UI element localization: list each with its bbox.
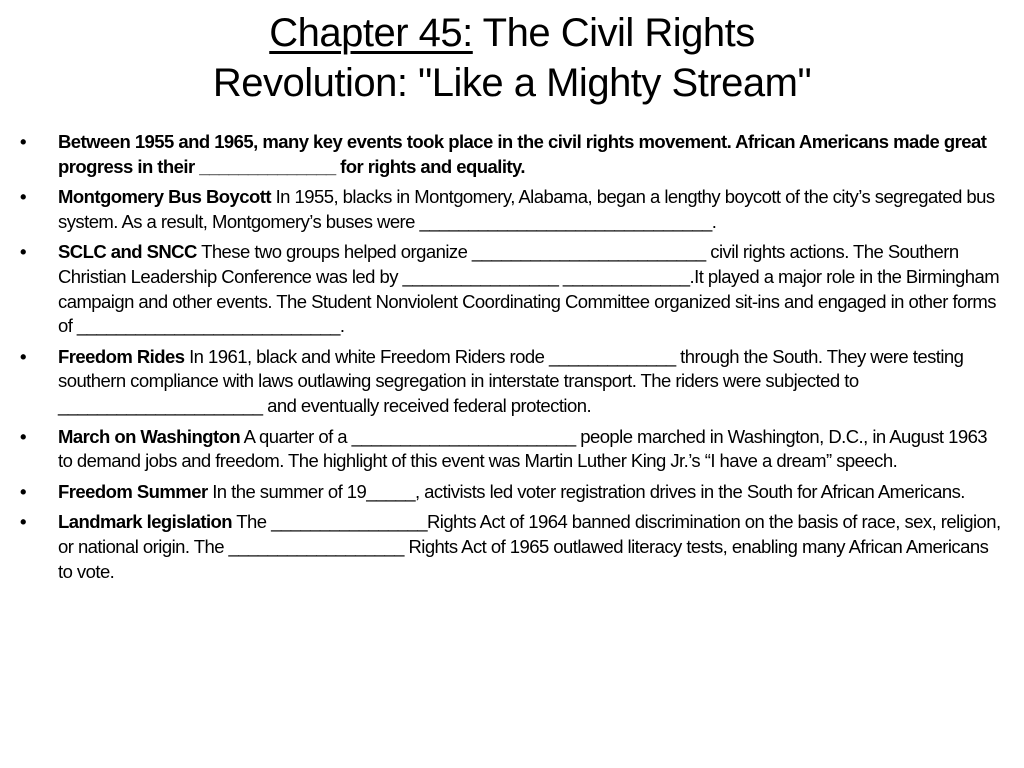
title-line2: Revolution: "Like a Mighty Stream" <box>212 61 812 105</box>
bullet-sclc-sncc: • SCLC and SNCC These two groups helped organize ________________________ civil rights actions. The Southern Christian Leadership Conference was led by ________________ _____________.It played a major role in the Birmingham campaign and other events. The Student Nonviolent Coordinating Committee organized sit-ins and engaged in other forms of ___________________________. <box>20 241 1000 337</box>
fill-in-blank: ________________ _____________ <box>402 265 690 287</box>
bullet-icon: • <box>20 186 26 208</box>
fill-in-blank: _____ <box>366 480 415 502</box>
bullet-heading: Freedom Summer <box>58 480 208 502</box>
title-chapter: Chapter 45: <box>269 11 473 55</box>
fill-in-blank: _____________ <box>548 345 676 367</box>
bullet-march-on-washington: • March on Washington A quarter of a _______________________ people marched in Washington, D.C., in August 1963 to demand jobs and freedom. The highlight of this event was Martin Luther King Jr.’s “I have a dream” speech. <box>20 425 988 472</box>
bullet-icon: • <box>20 345 26 367</box>
bullet-heading: Landmark legislation <box>58 511 233 533</box>
title-line1-rest: The Civil Rights <box>472 11 755 55</box>
bullet-icon: • <box>20 425 26 447</box>
bullet-icon: • <box>20 511 26 533</box>
bullet-icon: • <box>20 131 26 152</box>
fill-in-blank: __________________ <box>228 535 404 557</box>
bullet-list <box>20 130 1005 590</box>
bullet-heading: Freedom Rides <box>58 345 185 367</box>
bullet-freedom-rides: • Freedom Rides In 1961, black and white Freedom Riders rode _____________ through the South. They were testing southern compliance with laws outlawing segregation in interstate transport. The riders were subjected to _____________________ and eventually received federal protection. <box>20 345 964 416</box>
fill-in-blank: ______________________________ <box>419 210 712 232</box>
fill-in-blank: _____________________ <box>58 394 263 416</box>
bullet-icon: • <box>20 241 26 263</box>
fill-in-blank: ________________ <box>271 511 427 533</box>
bullet-icon: • <box>20 480 26 502</box>
fill-in-blank: _______________________ <box>351 425 576 447</box>
fill-in-blank: ______________ <box>199 155 336 177</box>
bullet-landmark-legislation: • Landmark legislation The ________________Rights Act of 1964 banned discrimination on the basis of race, sex, religion, or national origin. The __________________ Rights Act of 1965 outlawed literacy tests, enabling many African Americans to vote. <box>20 511 1001 582</box>
bullet-montgomery: • Montgomery Bus Boycott In 1955, blacks in Montgomery, Alabama, began a lengthy boycott of the city’s segregated bus system. As a result, Montgomery’s buses were ______________________________. <box>20 186 995 232</box>
bullet-freedom-summer: • Freedom Summer In the summer of 19_____, activists led voter registration drives in the South for African Americans. <box>20 480 1005 505</box>
bullet-heading: SCLC and SNCC <box>58 241 197 263</box>
fill-in-blank: ________________________ <box>471 241 706 263</box>
bullet-intro: • Between 1955 and 1965, many key events took place in the civil rights movement. African Americans made great progress in their ______________ for rights and equality. <box>20 131 987 177</box>
slide-title <box>0 8 1024 108</box>
bullet-heading: March on Washington <box>58 425 241 447</box>
bullet-heading: Montgomery Bus Boycott <box>58 186 271 208</box>
fill-in-blank: ___________________________ <box>76 315 340 337</box>
